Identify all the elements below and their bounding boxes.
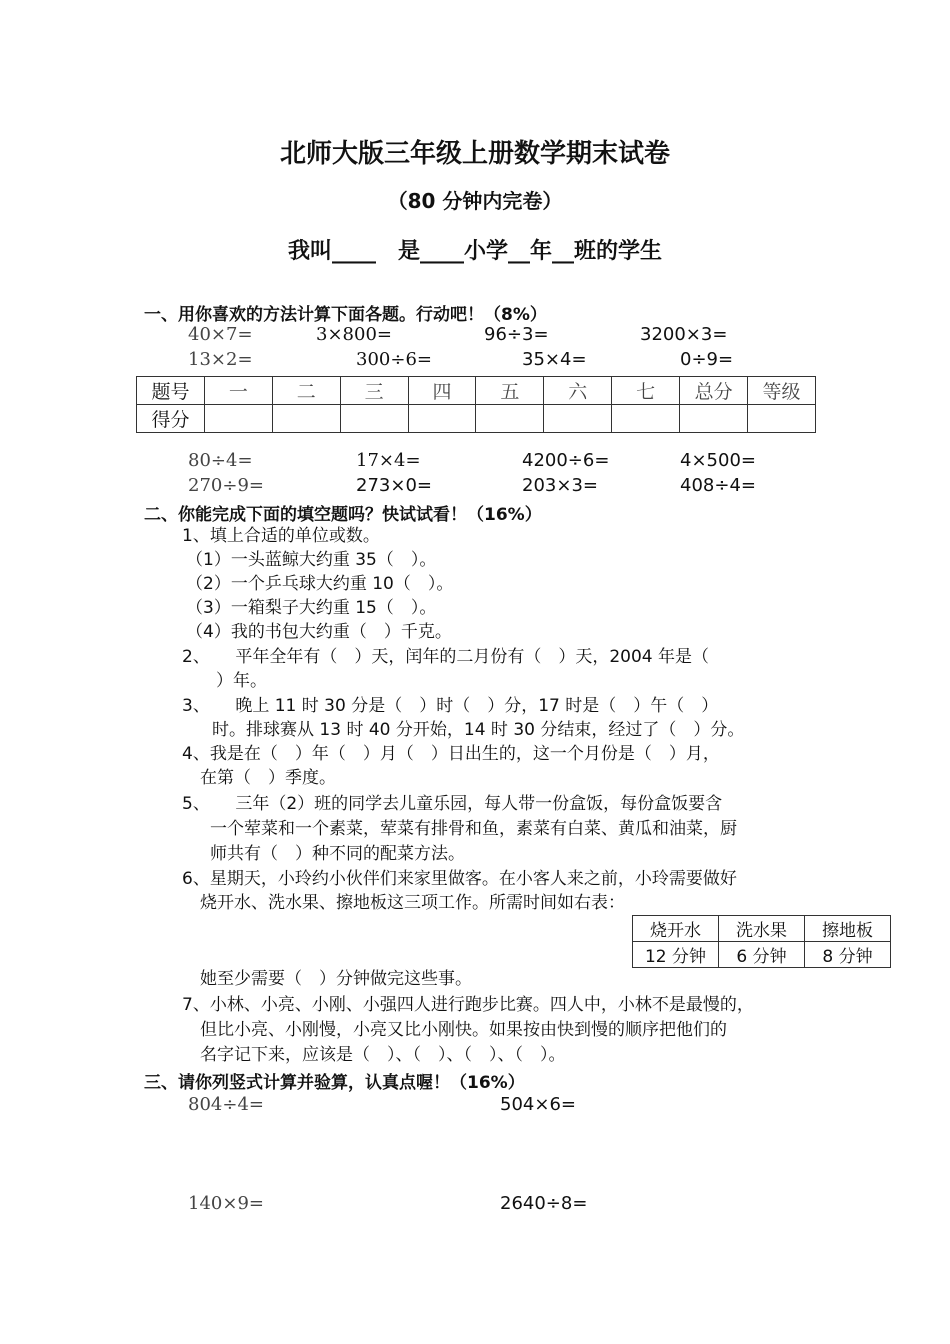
score-header-cell: 总分	[680, 377, 748, 405]
score-header-cell: 等级	[748, 377, 816, 405]
page-title: 北师大版三年级上册数学期末试卷	[279, 139, 670, 169]
time-header-cell: 擦地板	[805, 916, 891, 942]
question-4-line2: 在第（ ）季度。	[200, 768, 336, 788]
calc-item: 504×6=	[500, 1094, 576, 1115]
score-cell[interactable]	[612, 405, 680, 433]
score-cell[interactable]	[340, 405, 408, 433]
time-value-cell: 8 分钟	[805, 942, 891, 968]
question-7-line3: 名字记下来，应该是（ ）、（ ）、（ ）、（ ）。	[200, 1045, 566, 1065]
score-header-cell: 四	[408, 377, 476, 405]
question-6-line1: 6、星期天，小玲约小伙伴们来家里做客。在小客人来之前，小玲需要做好	[182, 869, 737, 889]
calc-item: 35×4=	[522, 349, 587, 370]
score-header-cell: 七	[612, 377, 680, 405]
score-header-cell: 二	[272, 377, 340, 405]
time-value-cell: 12 分钟	[633, 942, 719, 968]
question-1-1: （1）一头蓝鲸大约重 35（ ）。	[186, 550, 437, 570]
score-header-cell: 五	[476, 377, 544, 405]
calc-item: 2640÷8=	[500, 1193, 588, 1214]
calc-item: 300÷6=	[356, 349, 432, 370]
question-2-line2: ）年。	[216, 671, 267, 691]
question-5-line2: 一个荤菜和一个素菜，荤菜有排骨和鱼，素菜有白菜、黄瓜和油菜，厨	[210, 819, 737, 839]
score-cell[interactable]	[748, 405, 816, 433]
calc-item: 203×3=	[522, 475, 598, 496]
time-table-value-row	[633, 942, 891, 968]
score-table	[136, 376, 816, 433]
calc-item: 40×7=	[188, 324, 253, 345]
score-cell[interactable]	[476, 405, 544, 433]
calc-item: 4200÷6=	[522, 450, 610, 471]
score-header-cell: 题号	[137, 377, 205, 405]
score-header-cell: 三	[340, 377, 408, 405]
score-header-cell: 一	[204, 377, 272, 405]
calc-item: 96÷3=	[484, 324, 549, 345]
question-1: 1、填上合适的单位或数。	[182, 526, 380, 546]
question-1-2: （2）一个乒乓球大约重 10（ ）。	[186, 574, 454, 594]
score-header-cell: 六	[544, 377, 612, 405]
score-row-label: 得分	[137, 405, 205, 433]
score-cell[interactable]	[408, 405, 476, 433]
question-3-line2: 时。排球赛从 13 时 40 分开始，14 时 30 分结束，经过了（ ）分。	[212, 720, 745, 740]
question-7-line2: 但比小亮、小刚慢，小亮又比小刚快。如果按由快到慢的顺序把他们的	[200, 1020, 727, 1040]
section2-heading: 二、你能完成下面的填空题吗？快试试看！（16%）	[144, 505, 542, 525]
question-4-line1: 4、我是在（ ）年（ ）月（ ）日出生的，这一个月份是（ ）月，	[182, 744, 720, 764]
score-cell[interactable]	[680, 405, 748, 433]
question-3-line1: 3、 晚上 11 时 30 分是（ ）时（ ）分，17 时是（ ）午（ ）	[182, 696, 719, 716]
time-header-cell: 烧开水	[633, 916, 719, 942]
question-1-3: （3）一箱梨子大约重 15（ ）。	[186, 598, 437, 618]
question-7-line1: 7、小林、小亮、小刚、小强四人进行跑步比赛。四人中，小林不是最慢的，	[182, 995, 754, 1015]
time-table	[632, 915, 891, 968]
question-6-line2: 烧开水、洗水果、擦地板这三项工作。所需时间如右表：	[200, 893, 625, 913]
score-cell[interactable]	[204, 405, 272, 433]
calc-item: 270÷9=	[188, 475, 264, 496]
calc-item: 17×4=	[356, 450, 421, 471]
calc-item: 140×9=	[188, 1193, 264, 1214]
question-2-line1: 2、 平年全年有（ ）天，闰年的二月份有（ ）天，2004 年是（	[182, 647, 709, 667]
calc-item: 3×800=	[316, 324, 392, 345]
section3-heading: 三、请你列竖式计算并验算，认真点喔！（16%）	[144, 1073, 525, 1093]
calc-item: 3200×3=	[640, 324, 728, 345]
score-cell[interactable]	[544, 405, 612, 433]
calc-item: 4×500=	[680, 450, 756, 471]
score-table-header-row	[137, 377, 816, 405]
question-1-4: （4）我的书包大约重（ ）千克。	[186, 622, 452, 642]
calc-item: 13×2=	[188, 349, 253, 370]
question-5-line3: 师共有（ ）种不同的配菜方法。	[210, 844, 465, 864]
question-5-line1: 5、 三年（2）班的同学去儿童乐园，每人带一份盒饭，每份盒饭要含	[182, 794, 723, 814]
calc-item: 80÷4=	[188, 450, 253, 471]
calc-item: 408÷4=	[680, 475, 756, 496]
time-table-header-row	[633, 916, 891, 942]
page-subtitle: （80 分钟内完卷）	[387, 189, 563, 213]
calc-item: 0÷9=	[680, 349, 734, 370]
calc-item: 804÷4=	[188, 1094, 264, 1115]
section1-heading: 一、用你喜欢的方法计算下面各题。行动吧！（8%）	[144, 305, 547, 325]
score-table-score-row	[137, 405, 816, 433]
time-header-cell: 洗水果	[719, 916, 805, 942]
score-cell[interactable]	[272, 405, 340, 433]
time-value-cell: 6 分钟	[719, 942, 805, 968]
question-6-line3: 她至少需要（ ）分钟做完这些事。	[200, 969, 472, 989]
student-info-line: 我叫____ 是____小学__年__班的学生	[287, 239, 662, 264]
calc-item: 273×0=	[356, 475, 432, 496]
